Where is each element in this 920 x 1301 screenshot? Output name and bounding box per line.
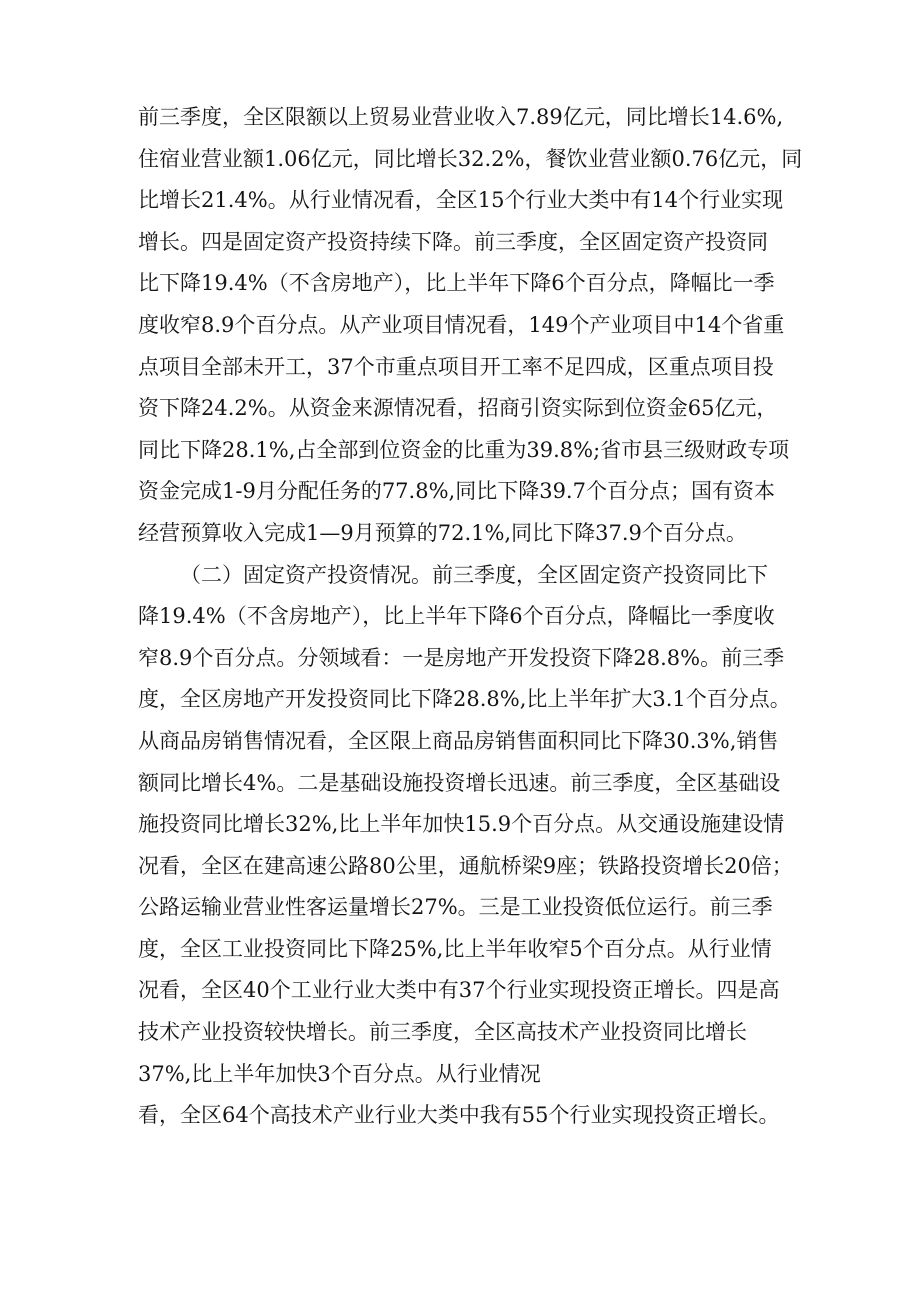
text-line: 度，全区工业投资同比下降25%,比上半年收窄5个百分点。从行业情 — [138, 936, 772, 961]
text-line: 比增长21.4%。从行业情况看，全区15个行业大类中有14个行业实现 — [138, 188, 784, 213]
text-line: 住宿业营业额1.06亿元，同比增长32.2%，餐饮业营业额0.76亿元，同 — [138, 146, 803, 171]
text-line: 37%,比上半年加快3个百分点。从行业情况 — [138, 1061, 541, 1086]
text-line: 度，全区房地产开发投资同比下降28.8%,比上半年扩大3.1个百分点。 — [138, 687, 791, 712]
text-line: 窄8.9个百分点。分领域看：一是房地产开发投资下降28.8%。前三季 — [138, 645, 785, 670]
text-line: 经营预算收入完成1—9月预算的72.1%,同比下降37.9个百分点。 — [138, 520, 747, 545]
text-line: 增长。四是固定资产投资持续下降。前三季度，全区固定资产投资同 — [138, 229, 768, 254]
text-line: 资金完成1-9月分配任务的77.8%,同比下降39.7个百分点；国有资本 — [138, 479, 775, 504]
text-line: 公路运输业营业性客运量增长27%。三是工业投资低位运行。前三季 — [138, 895, 773, 920]
text-line: 降19.4%（不含房地产），比上半年下降6个百分点，降幅比一季度收 — [138, 604, 775, 629]
text-line: 况看，全区在建高速公路80公里，通航桥梁9座；铁路投资增长20倍； — [138, 853, 793, 878]
text-line: 同比下降28.1%,占全部到位资金的比重为39.8%;省市县三级财政专项 — [138, 437, 790, 462]
text-line: 额同比增长4%。二是基础设施投资增长迅速。前三季度，全区基础设 — [138, 770, 781, 795]
text-line: 从商品房销售情况看，全区限上商品房销售面积同比下降30.3%,销售 — [138, 728, 779, 753]
text-line: 施投资同比增长32%,比上半年加快15.9个百分点。从交通设施建设情 — [138, 812, 785, 837]
section-heading-line: （二）固定资产投资情况。前三季度，全区固定资产投资同比下 — [180, 562, 768, 587]
text-line: 看，全区64个高技术产业行业大类中我有55个行业实现投资正增长。 — [138, 1103, 780, 1128]
text-line: 前三季度，全区限额以上贸易业营业收入7.89亿元，同比增长14.6%, — [138, 105, 784, 129]
text-line: 况看，全区40个工业行业大类中有37个行业实现投资正增长。四是高 — [138, 978, 780, 1003]
paragraph-1 — [138, 97, 838, 555]
text-line: 资下降24.2%。从资金来源情况看，招商引资实际到位资金65亿元， — [138, 396, 778, 421]
text-line: 技术产业投资较快增长。前三季度，全区高技术产业投资同比增长 — [138, 1020, 747, 1045]
text-line: 点项目全部未开工，37个市重点项目开工率不足四成，区重点项目投 — [138, 354, 774, 379]
text-line: 度收窄8.9个百分点。从产业项目情况看，149个产业项目中14个省重 — [138, 312, 785, 337]
document-page — [138, 97, 838, 1137]
paragraph-2 — [138, 555, 838, 1137]
text-line: 比下降19.4%（不含房地产），比上半年下降6个百分点，降幅比一季 — [138, 271, 775, 296]
